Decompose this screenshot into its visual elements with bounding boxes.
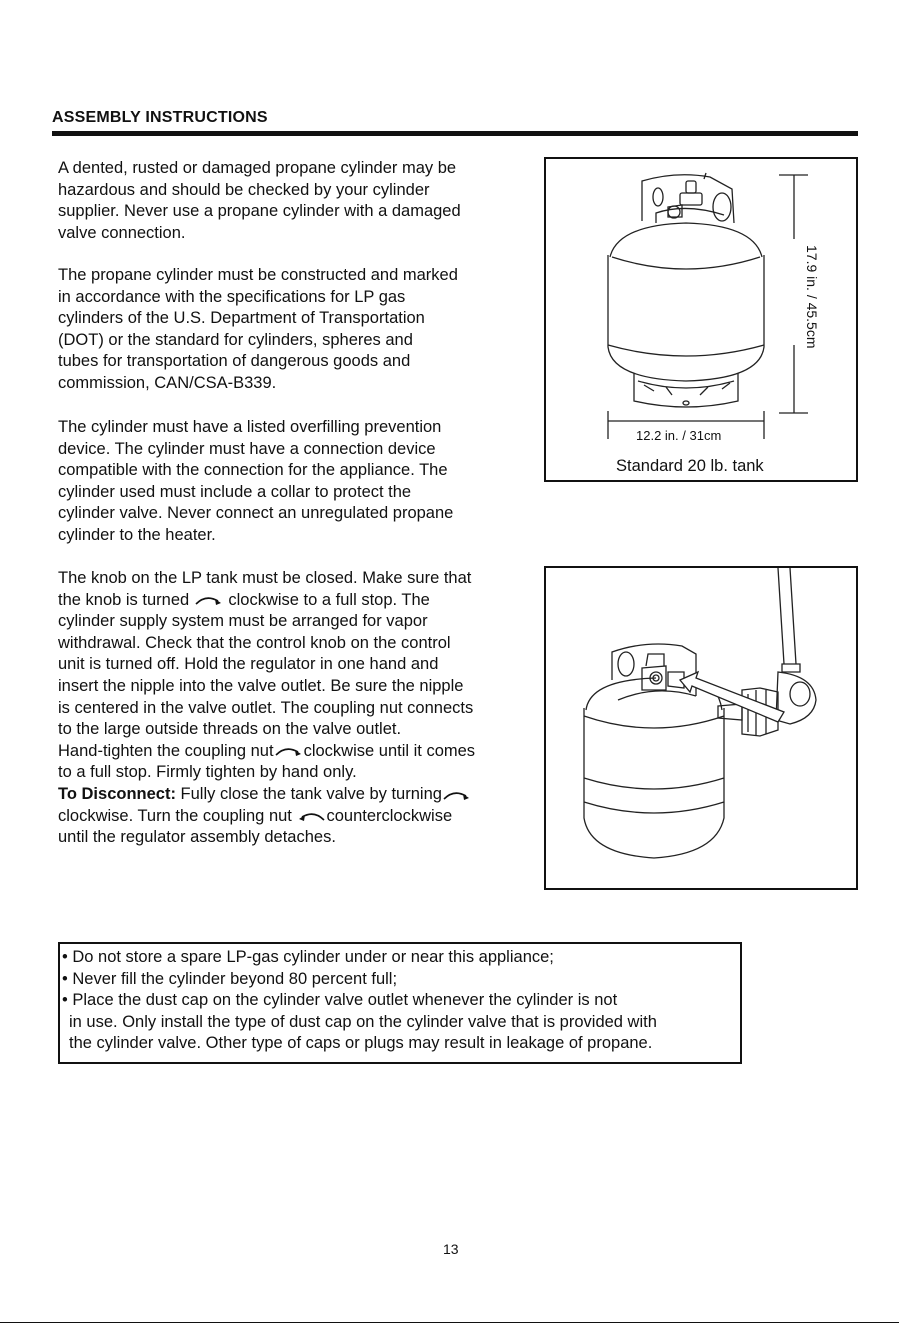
- text-line: A dented, rusted or damaged propane cylinder may be: [58, 159, 457, 177]
- figure-caption: Standard 20 lb. tank: [616, 457, 764, 475]
- paragraph-overfill-prevention: [58, 417, 538, 547]
- text-line: cylinder valve. Never connect an unregulated propane: [58, 504, 454, 523]
- text-line: compatible with the connection for the appliance. The: [58, 461, 448, 480]
- width-dimension-label: 12.2 in. / 31cm: [636, 428, 722, 443]
- text-line: insert the nipple into the valve outlet. Be sure the nipple: [58, 676, 464, 695]
- text-line: tubes for transportation of dangerous goods and: [58, 352, 411, 371]
- notice-line: in use. Only install the type of dust cap on the cylinder valve that is provided with: [69, 1012, 657, 1031]
- clockwise-arrow-icon: [274, 745, 304, 757]
- text-line: in accordance with the specifications for LP gas: [58, 287, 406, 306]
- text-line: the knob is turned clockwise to a full stop. The: [58, 590, 430, 609]
- clockwise-arrow-icon: [194, 594, 224, 606]
- text-line: cylinders of the U.S. Department of Transportation: [58, 309, 425, 328]
- text-line: cylinder supply system must be arranged for vapor: [58, 612, 428, 631]
- regulator-connection-figure: [544, 566, 858, 890]
- text-line: cylinder used must include a collar to protect the: [58, 482, 412, 501]
- notice-line: • Never fill the cylinder beyond 80 percent full;: [62, 969, 398, 988]
- paragraph-damaged-cylinder: [58, 158, 538, 244]
- text-line: (DOT) or the standard for cylinders, spheres and: [58, 330, 413, 349]
- tank-dimensions-figure: [544, 157, 858, 482]
- text-line: clockwise. Turn the coupling nut counterclockwise: [58, 806, 453, 825]
- text-line: withdrawal. Check that the control knob on the control: [58, 633, 451, 652]
- notice-line: • Place the dust cap on the cylinder valve outlet whenever the cylinder is not: [62, 991, 618, 1010]
- height-dimension-label: 17.9 in. / 45.5cm: [804, 245, 820, 349]
- text-line: to a full stop. Firmly tighten by hand only.: [58, 763, 357, 782]
- counterclockwise-arrow-icon: [296, 810, 326, 822]
- text-line: until the regulator assembly detaches.: [58, 828, 336, 847]
- paragraph-dot-standard: [58, 265, 538, 395]
- text-line: valve connection.: [58, 223, 186, 242]
- heading-rule: [52, 131, 858, 136]
- notice-line: • Do not store a spare LP-gas cylinder under or near this appliance;: [62, 948, 554, 966]
- paragraph-connection-procedure: [58, 568, 536, 849]
- text-line: device. The cylinder must have a connection device: [58, 439, 436, 458]
- footer-rule: [0, 1322, 899, 1323]
- text-line: The knob on the LP tank must be closed. Make sure that: [58, 569, 472, 587]
- disconnect-label: To Disconnect:: [58, 784, 176, 803]
- text-line: The cylinder must have a listed overfilling prevention: [58, 418, 442, 436]
- text-line: cylinder to the heater.: [58, 525, 216, 544]
- section-heading: ASSEMBLY INSTRUCTIONS: [52, 109, 268, 126]
- text-line: unit is turned off. Hold the regulator in one hand and: [58, 655, 439, 674]
- text-line: to the large outside threads on the valve outlet.: [58, 720, 402, 739]
- text-line: The propane cylinder must be constructed and marked: [58, 266, 458, 284]
- page-number: 13: [443, 1241, 459, 1257]
- notice-line: the cylinder valve. Other type of caps or plugs may result in leakage of propane.: [69, 1034, 653, 1053]
- text-line: To Disconnect: Fully close the tank valve by turning: [58, 784, 536, 806]
- text-line: Hand-tighten the coupling nut clockwise until it comes: [58, 741, 476, 760]
- text-line: supplier. Never use a propane cylinder with a damaged: [58, 202, 461, 221]
- regulator-connection-illustration: [546, 568, 856, 888]
- text-line: is centered in the valve outlet. The coupling nut connects: [58, 698, 474, 717]
- clockwise-arrow-icon: [442, 789, 472, 801]
- text-line: hazardous and should be checked by your cylinder: [58, 180, 430, 199]
- safety-notice-box: [58, 942, 742, 1064]
- text-line: commission, CAN/CSA-B339.: [58, 373, 277, 392]
